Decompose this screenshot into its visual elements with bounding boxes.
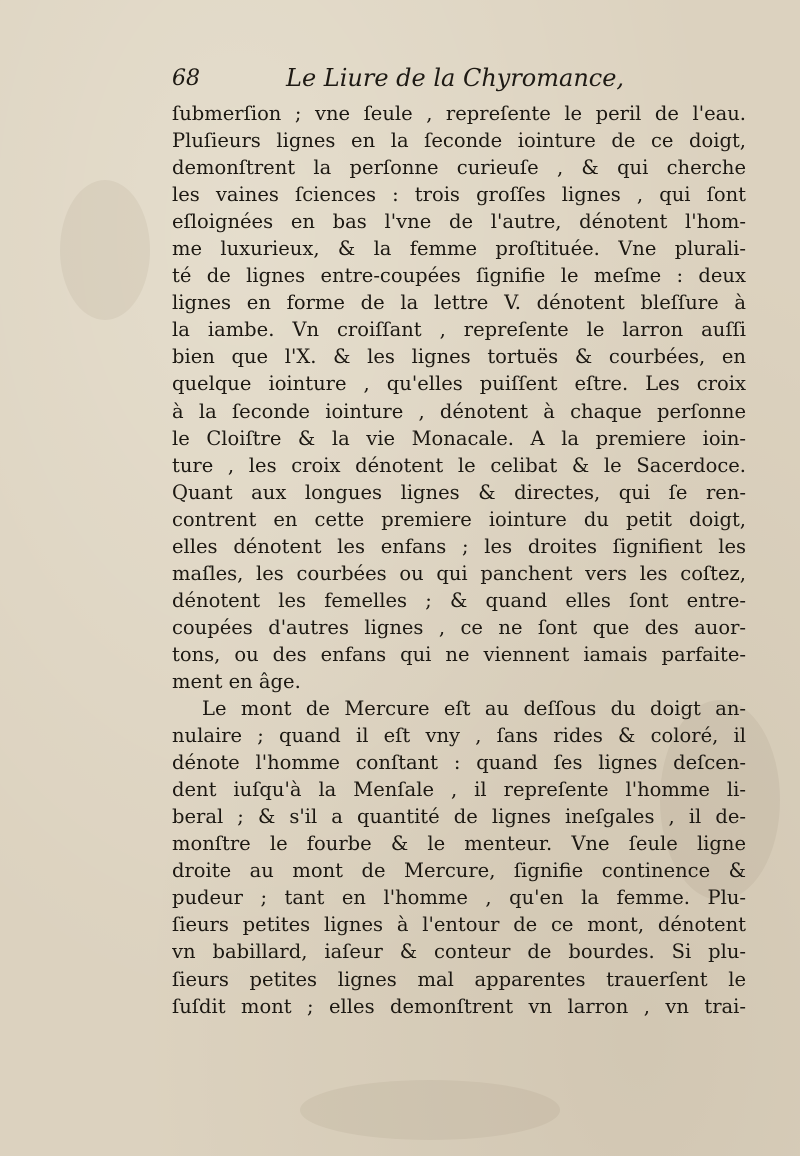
text-line: Quant aux longues lignes & directes, qui ſe ren-: [172, 480, 746, 504]
text-line: dénotent les femelles ; & quand elles ſont entre-: [172, 588, 746, 612]
running-head: [172, 62, 632, 98]
text-line: ment en âge.: [172, 669, 301, 693]
text-line: coupées d'autres lignes , ce ne ſont que des auor-: [172, 615, 746, 639]
text-line: dent iuſqu'à la Menſale , il repreſente l'homme li-: [172, 778, 746, 802]
text-line: ſieurs petites lignes à l'entour de ce mont, dénotent: [172, 913, 746, 937]
text-line: ſuſdit mont ; elles demonſtrent vn larron , vn trai-: [172, 994, 746, 1018]
text-line: té de lignes entre-coupées ſignifie le meſme : deux: [172, 264, 746, 288]
paper-stain: [60, 180, 150, 320]
text-line: maſles, les courbées ou qui panchent vers les coſtez,: [172, 561, 746, 585]
text-line: pudeur ; tant en l'homme , qu'en la femme. Plu-: [172, 886, 746, 910]
text-line: Pluſieurs lignes en la ſeconde iointure de ce doigt,: [172, 129, 746, 153]
text-line: les vaines ſciences : trois groſſes lignes , qui ſont: [172, 183, 746, 207]
text-line: quelque iointure , qu'elles puiſſent eſtre. Les croix: [172, 372, 746, 396]
text-line: ſubmerſion ; vne ſeule , repreſente le peril de l'eau.: [172, 102, 746, 125]
text-line: Le mont de Mercure eſt au deſſous du doigt an-: [202, 697, 746, 721]
text-line: droite au mont de Mercure, ſignifie continence &: [172, 859, 746, 883]
text-line: le Cloiſtre & la vie Monacale. A la premiere ioin-: [172, 426, 746, 450]
text-line: eſloignées en bas l'vne de l'autre, dénotent l'hom-: [172, 210, 746, 234]
text-line: dénote l'homme conſtant : quand ſes lignes deſcen-: [172, 751, 746, 775]
text-line: demonſtrent la perſonne curieuſe , & qui cherche: [172, 156, 746, 180]
body-text: [172, 100, 746, 1020]
text-line: ture , les croix dénotent le celibat & le Sacerdoce.: [172, 453, 746, 477]
text-line: à la ſeconde iointure , dénotent à chaque perſonne: [172, 399, 746, 423]
running-title: Le Liure de la Chyromance,: [286, 64, 625, 92]
text-line: la iambe. Vn croiſſant , repreſente le larron auſſi: [172, 318, 746, 342]
text-line: vn babillard, iaſeur & conteur de bourdes. Si plu-: [172, 940, 746, 964]
text-line: bien que l'X. & les lignes tortuës & courbées, en: [172, 345, 746, 369]
paper-stain: [300, 1080, 560, 1140]
text-line: ſieurs petites lignes mal apparentes trauerſent le: [172, 967, 746, 991]
text-line: nulaire ; quand il eſt vny , ſans rides & coloré, il: [172, 724, 746, 748]
page-number: 68: [172, 66, 200, 91]
text-line: lignes en forme de la lettre V. dénotent bleſſure à: [172, 291, 746, 315]
text-line: beral ; & s'il a quantité de lignes ineſgales , il de-: [172, 805, 746, 829]
text-line: elles dénotent les enfans ; les droites ſignifient les: [172, 534, 746, 558]
text-line: monſtre le fourbe & le menteur. Vne ſeule ligne: [172, 832, 746, 856]
text-line: contrent en cette premiere iointure du petit doigt,: [172, 507, 746, 531]
text-line: tons, ou des enfans qui ne viennent iamais parfaite-: [172, 642, 746, 666]
text-line: me luxurieux, & la femme proſtituée. Vne plurali-: [172, 237, 746, 261]
